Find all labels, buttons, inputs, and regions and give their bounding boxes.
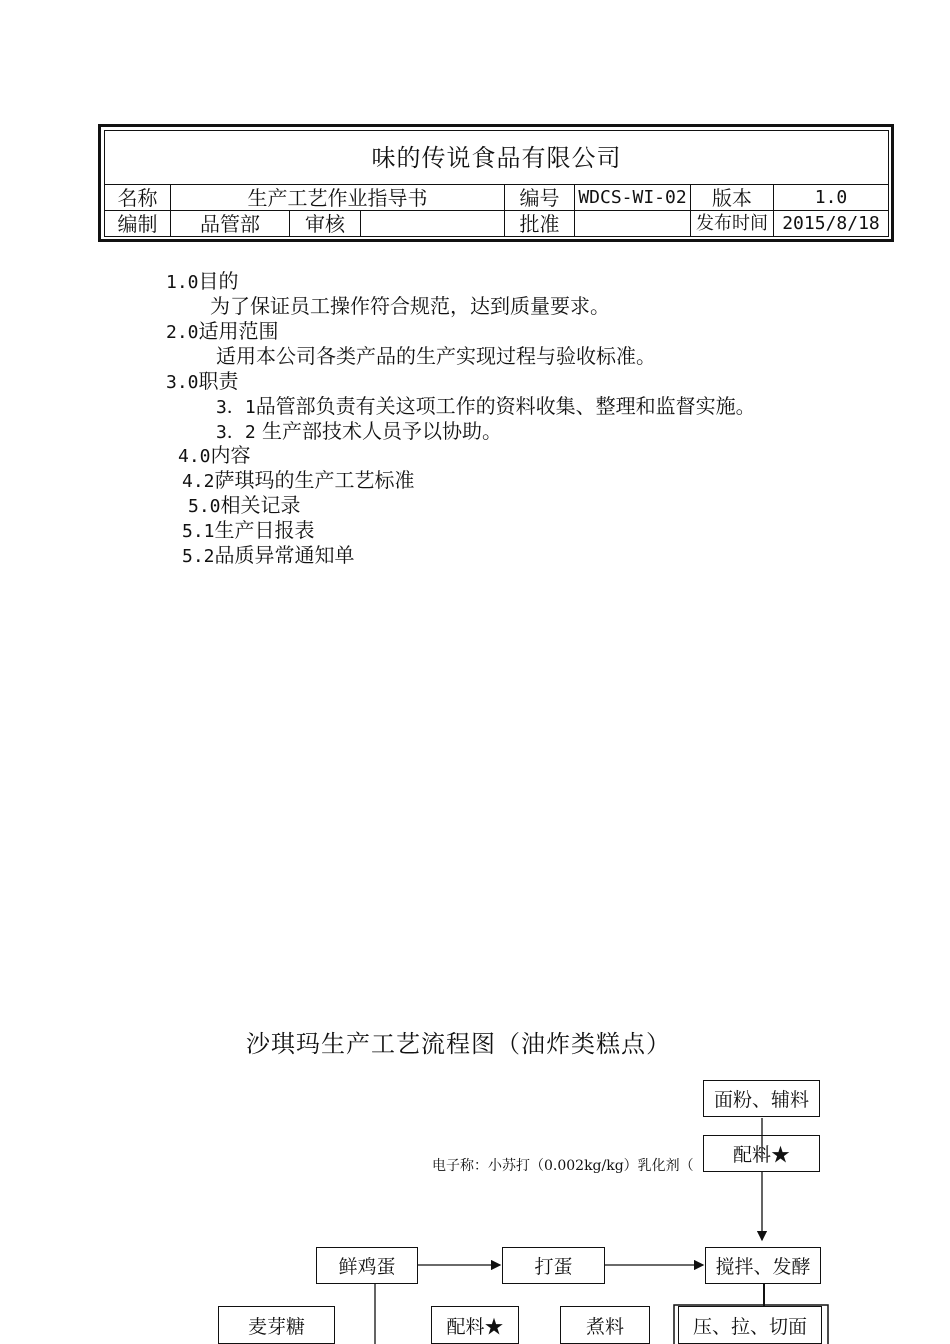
code-label: 编号 (505, 185, 575, 211)
section-number: 3.0 (166, 372, 199, 393)
flow-step-mix-2: 配料★ (431, 1306, 519, 1344)
paragraph-text: 生产部技术人员予以协助。 (255, 419, 503, 443)
flow-step-ferment: 搅拌、发酵 (705, 1247, 821, 1284)
prepared-value: 品管部 (171, 211, 290, 237)
flow-step-beat: 打蛋 (502, 1247, 605, 1284)
paragraph-text: 生产日报表 (214, 518, 315, 542)
version-value: 1.0 (774, 185, 889, 211)
scale-note: 电子称：小苏打（0.002kg/kg）乳化剂（ (432, 1158, 694, 1174)
section-title: 职责 (198, 369, 239, 393)
section-number: 5.2 (182, 546, 215, 567)
section-number: 4.0 (178, 446, 211, 467)
paragraph-text: 品管部负责有关这项工作的资料收集、整理和监督实施。 (255, 394, 756, 418)
section-title: 内容 (210, 443, 251, 467)
approve-label: 批准 (505, 211, 575, 237)
code-value: WDCS-WI-02 (575, 185, 691, 211)
section-number: 2.0 (166, 322, 199, 343)
section-title: 目的 (198, 269, 239, 293)
flow-step-press: 压、拉、切面 (678, 1306, 822, 1344)
review-label: 审核 (290, 211, 361, 237)
section-title: 相关记录 (220, 493, 301, 517)
flow-step-malt: 麦芽糖 (218, 1306, 335, 1344)
date-label: 发布时间 (691, 211, 774, 237)
flow-step-flour: 面粉、辅料 (703, 1080, 820, 1117)
section-number: 4.2 (182, 471, 215, 492)
name-label: 名称 (105, 185, 171, 211)
flowchart-title: 沙琪玛生产工艺流程图（油炸类糕点） (246, 1030, 671, 1058)
date-value: 2015/8/18 (774, 211, 889, 237)
flow-step-mix-1: 配料★ (703, 1135, 820, 1172)
paragraph-text: 适用本公司各类产品的生产实现过程与验收标准。 (216, 344, 656, 368)
paragraph-text: 萨琪玛的生产工艺标准 (214, 468, 415, 492)
paragraph-text: 品质异常通知单 (214, 543, 355, 567)
company-name: 味的传说食品有限公司 (105, 131, 889, 185)
section-number: 5.0 (188, 496, 221, 517)
section-number: 1.0 (166, 272, 199, 293)
section-number: 3．1 (216, 397, 256, 418)
prepared-label: 编制 (105, 211, 171, 237)
flow-step-egg: 鲜鸡蛋 (316, 1247, 418, 1284)
section-number: 5.1 (182, 521, 215, 542)
section-title: 适用范围 (198, 319, 279, 343)
paragraph-text: 为了保证员工操作符合规范，达到质量要求。 (210, 294, 610, 318)
version-label: 版本 (691, 185, 774, 211)
flow-step-boil: 煮料 (560, 1306, 650, 1344)
section-number: 3．2 (216, 422, 256, 443)
name-value: 生产工艺作业指导书 (171, 185, 505, 211)
